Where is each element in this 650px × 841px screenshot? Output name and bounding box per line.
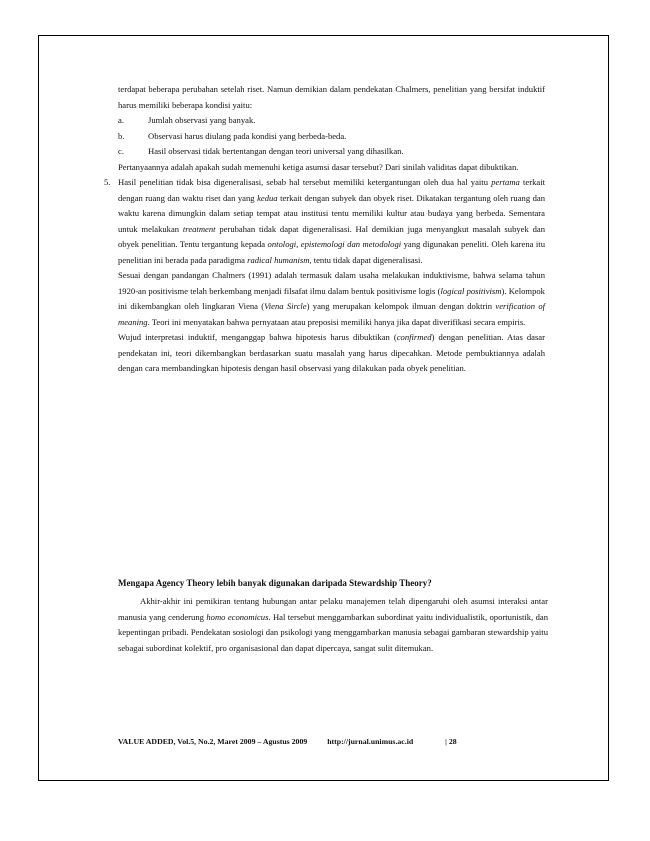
conditions-list [118, 113, 545, 160]
point-5 [104, 175, 546, 268]
italic-term: homo economicus [206, 611, 269, 622]
italic-term: treatment [182, 223, 216, 234]
italic-term: confirmed [396, 332, 432, 342]
list-item [118, 129, 545, 145]
section-paragraph: Akhir-akhir ini pemikiran tentang hubungan antar pelaku manajemen telah dipengaruhi oleh asumsi interaksi antar manusia yang cenderung homo economicus. Hal tersebut menggambarkan subordinat yaitu individualistik, oportunistik, dan kepentingan pribadi. Pendekatan sosiologi dan psikologi yang menggambarkan manusia sebagai gambaran stewardship yaitu sebagai subordinat kolektif, pro organisasional dan dapat dipercaya, sangat sulit ditemukan. [118, 596, 548, 653]
point-5-paragraph: Hasil penelitian tidak bisa digeneralisasi, sebab hal tersebut memiliki ketergantungan oleh dua hal yaitu pertama terkait dengan ruang dan waktu riset dan yang kedua terkait dengan subyek dan obyek riset. Dikatakan tergantung oleh ruang dan waktu karena dimungkin dalam setiap tempat atau institusi tentu memiliki kultur atau budaya yang berbeda. Sementara untuk melakukan treatment perubahan tidak dapat digeneralisasi. Hal demikian juga menyangkut masalah subyek dan obyek penelitian. Tentu tergantung kepada ontologi, epistemologi dan metodologi yang digunakan peneliti. Oleh karena itu penelitian ini berada pada paradigma radical humanism, tentu tidak dapat digeneralisasi. [118, 177, 546, 265]
section-body [118, 594, 548, 656]
list-item-text: Jumlah observasi yang banyak. [148, 115, 256, 125]
italic-term: verification of meaning [118, 301, 546, 327]
list-item-label: a. [118, 115, 124, 125]
main-text-column [104, 82, 546, 377]
question-paragraph: Pertanyaannya adalah apakah sudah memenuhi ketiga asumsi dasar tersebut? Dari sinilah validitas dapat dibuktikan. [118, 161, 519, 172]
italic-term: kedua [257, 192, 278, 203]
italic-term: ontologi, epistemologi dan metodologi [267, 239, 402, 249]
footer-url[interactable]: http://jurnal.unimus.ac.id [327, 737, 414, 746]
point-number: 5. [104, 177, 111, 187]
continuation-paragraph: terdapat beberapa perubahan setelah riset. Namun demikian dalam pendekatan Chalmers, penelitian yang bersifat induktif harus memiliki beberapa kondisi yaitu: [118, 84, 545, 110]
page-footer [118, 736, 548, 748]
italic-term: radical humanism [247, 254, 310, 265]
italic-term: pertama [491, 177, 520, 187]
wujud-paragraph: Wujud interpretasi induktif, menganggap bahwa hipotesis harus dibuktikan (confirmed) dengan penelitian. Atas dasar pendekatan ini, teori dikembangkan berdasarkan suatu masalah yang harus dipecahkan. Metode pembuktiannya adalah dengan cara membandingkan hipotesis dengan hasil observasi yang dilakukan pada obyek penelitian. [118, 332, 545, 373]
list-item [118, 113, 545, 129]
italic-term: logical positivism [440, 285, 502, 296]
list-item-text: Observasi harus diulang pada kondisi yang berbeda-beda. [148, 130, 347, 141]
section-heading: Mengapa Agency Theory lebih banyak digunakan daripada Stewardship Theory? [118, 578, 432, 588]
list-item-label: b. [118, 130, 125, 141]
list-item-text: Hasil observasi tidak bertentangan dengan teori universal yang dihasilkan. [148, 146, 404, 156]
page-number: | 28 [445, 737, 457, 746]
list-item [118, 144, 545, 160]
footer-journal: VALUE ADDED, Vol.5, No.2, Maret 2009 – Agustus 2009 [118, 737, 308, 746]
list-item-label: c. [118, 146, 124, 156]
italic-term: Viena Sircle [264, 301, 307, 311]
chalmers-paragraph: Sesuai dengan pandangan Chalmers (1991) adalah termasuk dalam usaha melakukan induktivisme, bahwa selama tahun 1920-an positivisme telah berkembang menjadi filsafat ilmu dalam bentuk positivisme logis (logical positivism). Kelompok ini dikembangkan oleh lingkaran Viena (Viena Sircle) yang merupakan kelompok ilmuan dengan doktrin verification of meaning. Teori ini menyatakan bahwa pernyataan atau preposisi memiliki hanya jika dapat diverifikasi secara empiris. [118, 270, 546, 327]
